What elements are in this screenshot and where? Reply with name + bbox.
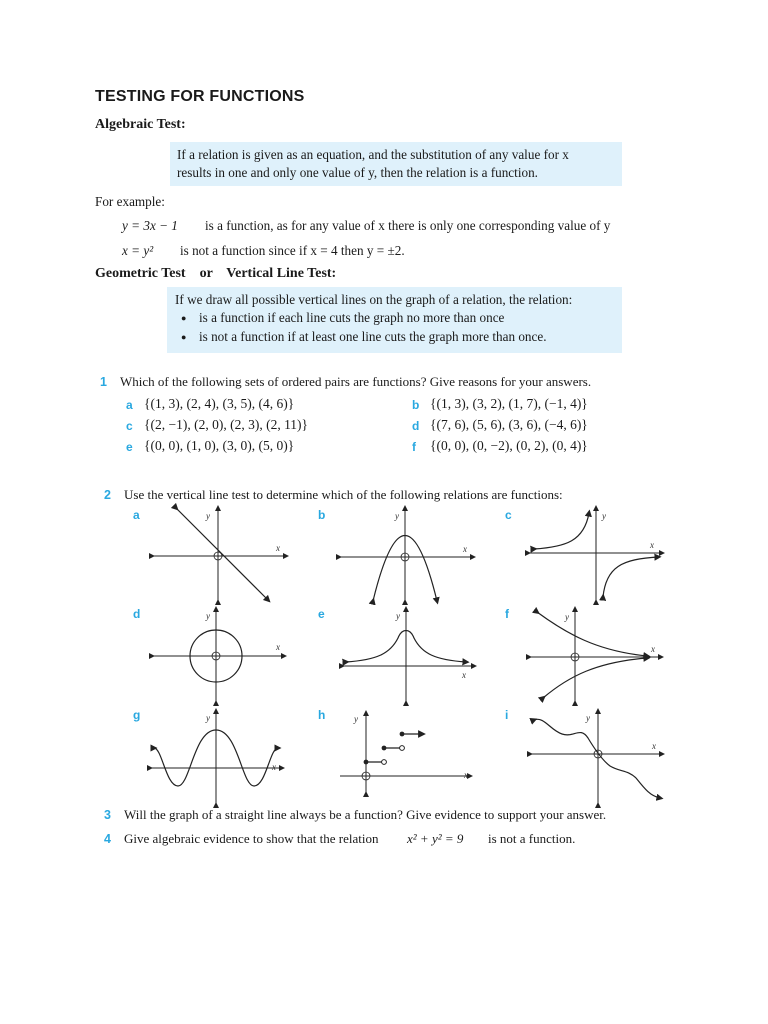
graph-e-label: e xyxy=(318,607,325,621)
graph-g xyxy=(148,708,288,808)
q1-part-d-set: {(7, 6), (5, 6), (3, 6), (−4, 6)} xyxy=(430,417,588,432)
graph-a-label: a xyxy=(133,508,140,522)
graph-b-x-label: x xyxy=(463,544,467,554)
q1-part-c-set: {(2, −1), (2, 0), (2, 3), (2, 11)} xyxy=(144,417,309,432)
geometric-bullet-1: ● is a function if each line cuts the graph no more than once xyxy=(199,309,622,328)
graph-c-branch-right xyxy=(603,557,658,597)
graph-i-curve xyxy=(534,719,660,798)
graph-h-step-2-closed xyxy=(382,746,387,751)
geometric-test-box xyxy=(167,287,622,353)
question-4-number: 4 xyxy=(104,832,111,846)
q1-part-f-set: {(0, 0), (0, −2), (0, 2), (0, 4)} xyxy=(430,438,588,453)
graph-a-curve xyxy=(176,508,268,600)
algebraic-test-heading: Algebraic Test: xyxy=(95,117,186,132)
graph-e-y-label: y xyxy=(396,611,400,621)
question-1-text: Which of the following sets of ordered pairs are functions? Give reasons for your answers. xyxy=(120,374,592,389)
example-1-equation: y = 3x − 1 xyxy=(122,218,178,233)
q1-part-e-set: {(0, 0), (1, 0), (3, 0), (5, 0)} xyxy=(144,438,295,453)
example-2-equation: x = y² xyxy=(122,243,154,258)
graph-a-y-label: y xyxy=(206,511,210,521)
q1-part-c-label: c xyxy=(126,419,133,433)
graph-d xyxy=(150,606,290,706)
graph-h xyxy=(336,708,476,808)
question-4-text-before: Give algebraic evidence to show that the relation xyxy=(124,831,379,846)
graph-f-branch-lower xyxy=(543,658,647,698)
question-1-number: 1 xyxy=(100,375,107,389)
graph-i-x-label: x xyxy=(652,741,656,751)
graph-g-label: g xyxy=(133,708,141,722)
algebraic-test-box xyxy=(170,142,622,186)
graph-c-x-label: x xyxy=(650,540,654,550)
graph-i xyxy=(528,708,668,808)
page-title: TESTING FOR FUNCTIONS xyxy=(95,88,305,105)
algebraic-box-line-2: results in one and only one value of y, then the relation is a function. xyxy=(177,165,538,180)
graph-i-label: i xyxy=(505,708,509,722)
graph-h-step-2-open xyxy=(400,746,405,751)
graph-e-x-label: x xyxy=(462,670,466,680)
geometric-box-line-1: If we draw all possible vertical lines on the graph of a relation, the relation: xyxy=(175,292,573,307)
geometric-bullet-2: ● is not a function if at least one line cuts the graph more than once. xyxy=(199,328,622,347)
graph-f xyxy=(527,606,667,706)
q1-part-a-set: {(1, 3), (2, 4), (3, 5), (4, 6)} xyxy=(144,396,295,411)
graph-h-x-label: x xyxy=(464,770,468,780)
graph-f-branch-upper xyxy=(537,612,647,656)
example-1-text: is a function, as for any value of x there is only one corresponding value of y xyxy=(205,218,611,233)
graph-b xyxy=(337,505,477,605)
graph-c-branch-left xyxy=(534,513,589,549)
graph-a-x-label: x xyxy=(276,543,280,553)
q1-part-e-label: e xyxy=(126,440,133,454)
geometric-test-heading: Geometric Test or Vertical Line Test: xyxy=(95,266,337,281)
graph-g-y-label: y xyxy=(206,713,210,723)
graph-g-x-label: x xyxy=(272,762,276,772)
graph-i-y-label: y xyxy=(586,713,590,723)
question-3-text: Will the graph of a straight line always be a function? Give evidence to support your answer. xyxy=(124,807,607,822)
graph-h-step-1-open xyxy=(382,760,387,765)
question-3-number: 3 xyxy=(104,808,111,822)
question-4-text-after: is not a function. xyxy=(488,831,576,846)
graph-h-label: h xyxy=(318,708,326,722)
question-4-equation: x² + y² = 9 xyxy=(407,831,464,846)
question-2-number: 2 xyxy=(104,488,111,502)
algebraic-box-line-1: If a relation is given as an equation, and the substitution of any value for x xyxy=(177,147,569,162)
graph-f-x-label: x xyxy=(651,644,655,654)
question-2-text: Use the vertical line test to determine which of the following relations are functions: xyxy=(124,487,563,502)
q1-part-f-label: f xyxy=(412,440,416,454)
graph-e xyxy=(340,606,480,706)
graph-c xyxy=(526,505,666,605)
example-intro: For example: xyxy=(95,194,165,209)
q1-part-d-label: d xyxy=(412,419,420,433)
graph-h-step-3-closed xyxy=(400,732,405,737)
graph-c-y-label: y xyxy=(602,511,606,521)
graph-d-label: d xyxy=(133,607,141,621)
q1-part-b-set: {(1, 3), (3, 2), (1, 7), (−1, 4)} xyxy=(430,396,588,411)
graph-b-label: b xyxy=(318,508,326,522)
graph-c-label: c xyxy=(505,508,512,522)
graph-b-y-label: y xyxy=(395,511,399,521)
graph-f-label: f xyxy=(505,607,509,621)
example-2-text: is not a function since if x = 4 then y = ±2. xyxy=(180,243,405,258)
graph-a xyxy=(150,505,290,605)
graph-h-y-label: y xyxy=(354,714,358,724)
q1-part-b-label: b xyxy=(412,398,420,412)
graph-d-x-label: x xyxy=(276,642,280,652)
graph-h-step-1-closed xyxy=(364,760,369,765)
graph-d-y-label: y xyxy=(206,611,210,621)
graph-f-y-label: y xyxy=(565,612,569,622)
q1-part-a-label: a xyxy=(126,398,133,412)
